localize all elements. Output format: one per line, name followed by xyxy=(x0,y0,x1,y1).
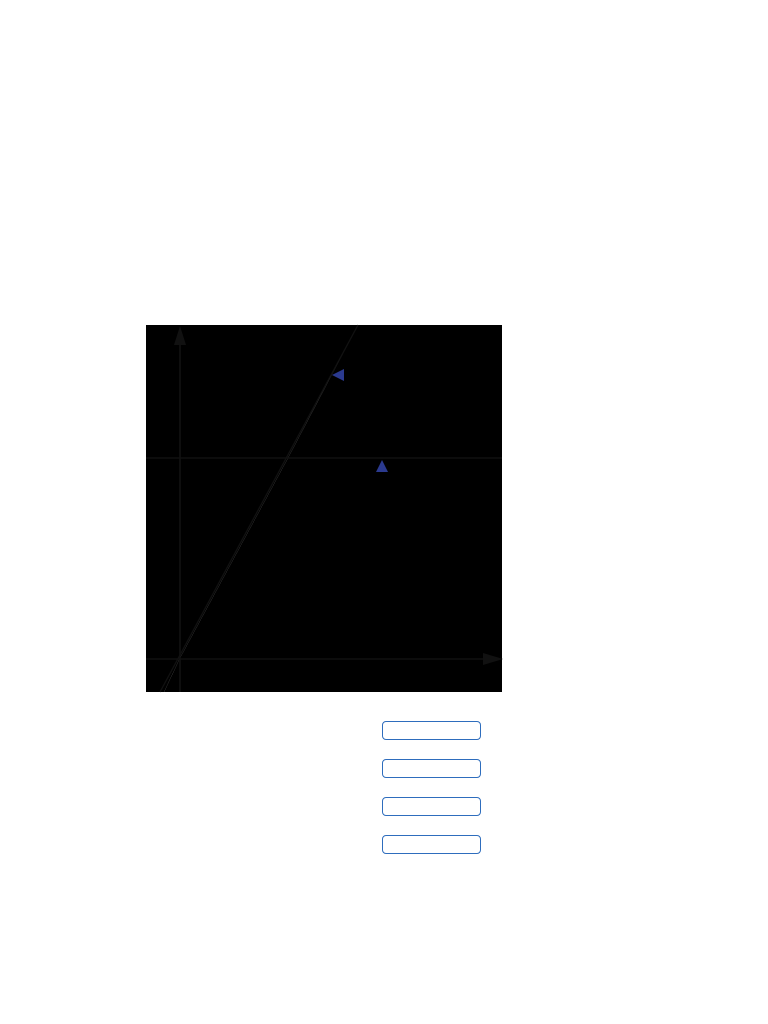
inequality-region-diagram xyxy=(140,292,540,704)
answer-input-c[interactable] xyxy=(382,797,481,816)
answer-input-b[interactable] xyxy=(382,759,481,778)
region-fills xyxy=(146,325,502,692)
answer-input-d[interactable] xyxy=(382,835,481,854)
answer-input-a[interactable] xyxy=(382,721,481,740)
